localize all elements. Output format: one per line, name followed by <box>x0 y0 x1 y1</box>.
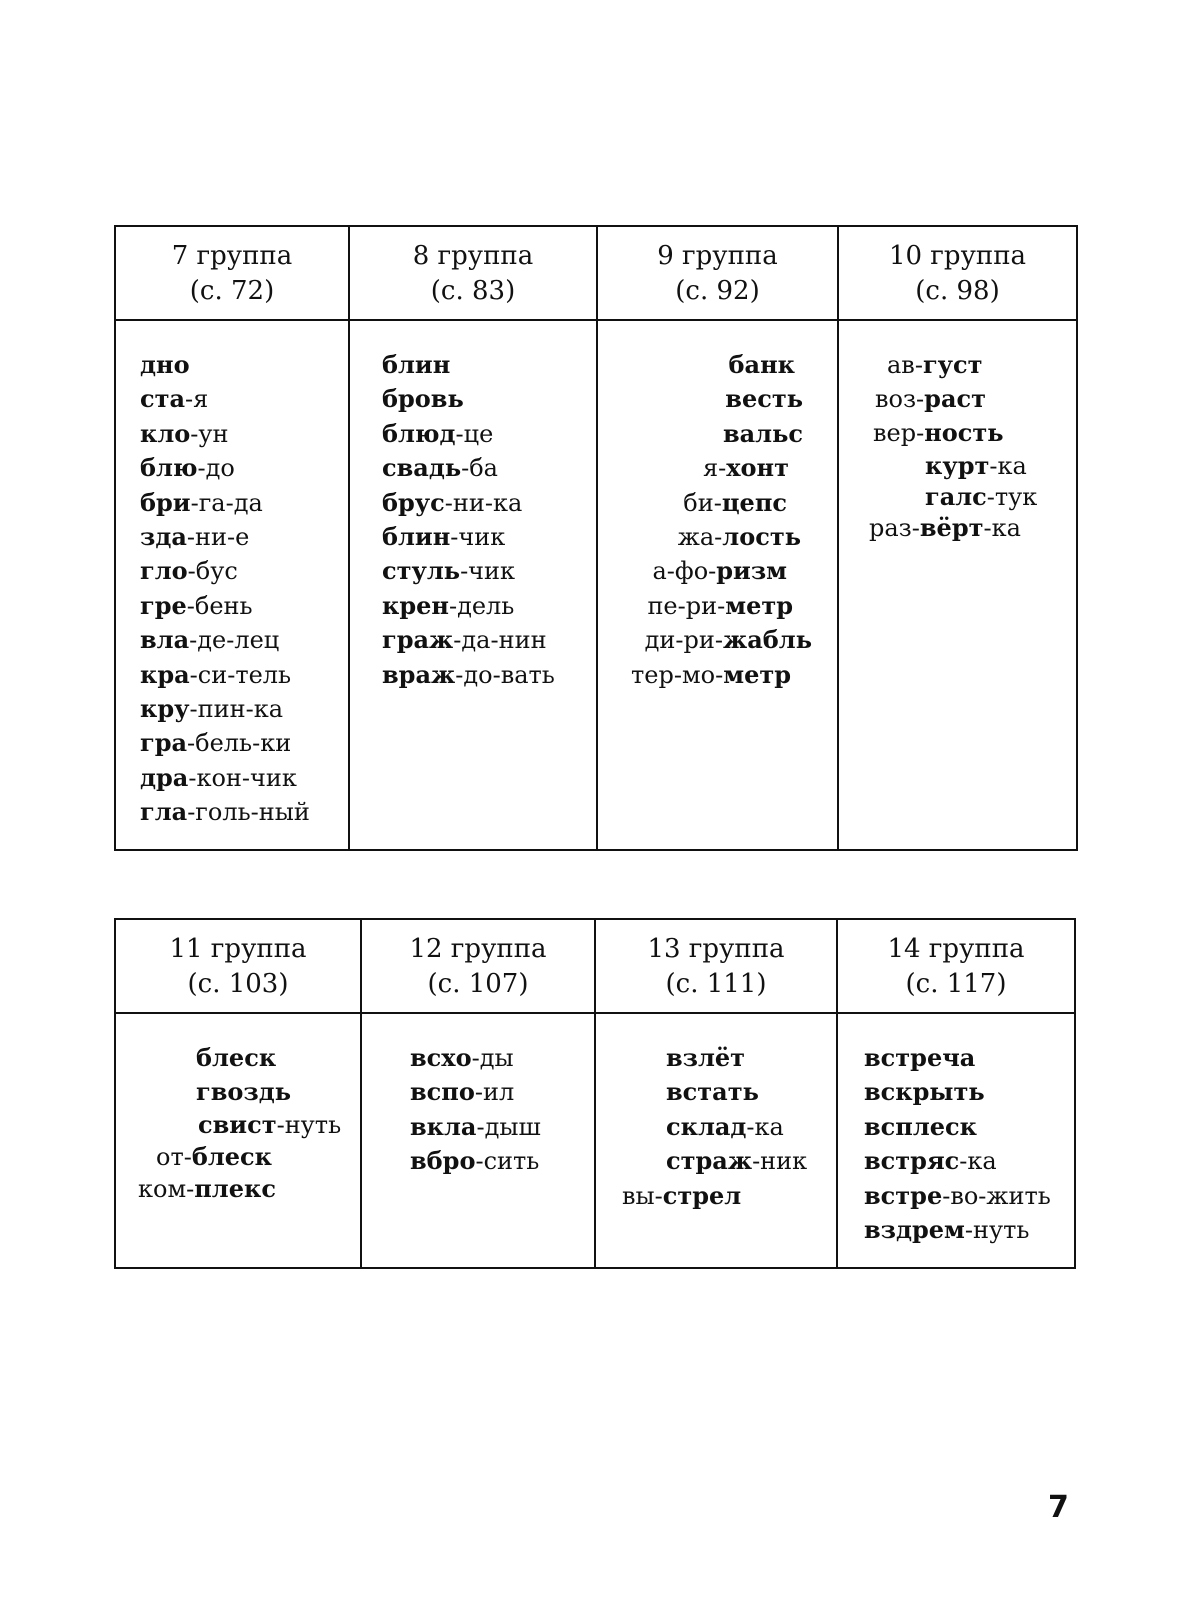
word-part: ав- <box>887 351 923 379</box>
word-item <box>410 1043 514 1073</box>
groups-table-1 <box>114 225 1078 851</box>
group-page: (с. 98) <box>915 276 1000 306</box>
word-part: от- <box>156 1143 192 1171</box>
word-part: а-фо- <box>652 557 717 586</box>
word-item <box>140 453 235 483</box>
word-root-bold: блеск <box>191 1142 272 1171</box>
word-root-bold: взлёт <box>666 1043 746 1072</box>
word-part: жа- <box>677 523 723 551</box>
word-item <box>382 488 522 518</box>
group-title: 14 группа <box>887 934 1025 964</box>
word-part: -дель <box>448 591 515 620</box>
group-page: (с. 92) <box>675 276 760 306</box>
word-part: -ка <box>989 452 1027 480</box>
word-part: -нуть <box>276 1111 342 1139</box>
group-page: (с. 107) <box>427 969 529 999</box>
word-part: -пин-ка <box>189 695 283 723</box>
group-header-14 <box>837 919 1075 1013</box>
word-item <box>875 384 986 414</box>
word-root-bold: кру <box>140 694 190 723</box>
word-root-bold: страж <box>666 1146 753 1176</box>
word-item <box>140 384 208 414</box>
word-item <box>864 1077 985 1107</box>
word-part: вы- <box>622 1181 663 1210</box>
group-title: 8 группа <box>412 241 534 271</box>
word-part: -голь-ный <box>187 798 310 827</box>
group-header-12 <box>361 919 595 1013</box>
group-header-13 <box>595 919 837 1013</box>
word-root-bold: кра <box>140 659 190 689</box>
word-root-bold: бровь <box>382 384 464 414</box>
word-root-bold: встре <box>864 1180 943 1210</box>
word-item <box>864 1043 975 1073</box>
word-part: -до-вать <box>455 660 555 689</box>
word-item <box>198 1110 341 1140</box>
word-part: -це <box>455 419 494 448</box>
word-part: -ник <box>752 1147 808 1176</box>
word-part: ком- <box>138 1175 195 1203</box>
word-item <box>864 1215 1029 1245</box>
word-item <box>645 625 812 655</box>
group-page: (с. 103) <box>187 969 289 999</box>
word-root-bold: брус <box>382 487 445 517</box>
word-root-bold: всплеск <box>864 1111 977 1141</box>
word-root-bold: банк <box>728 350 795 379</box>
word-root-bold: зда <box>140 522 187 551</box>
word-item <box>140 488 263 518</box>
group-title: 10 группа <box>888 241 1027 271</box>
word-item <box>138 1174 276 1204</box>
word-item <box>140 797 310 827</box>
word-root-bold: крен <box>382 590 449 620</box>
word-root-bold: свадь <box>382 453 462 483</box>
group-page: (с. 72) <box>189 276 275 306</box>
word-item <box>729 350 795 380</box>
word-item <box>140 728 291 758</box>
word-part: -ун <box>190 419 229 448</box>
word-part: ди-ри- <box>644 626 723 655</box>
word-item <box>382 556 515 586</box>
word-part: я- <box>702 454 727 483</box>
word-root-bold: вспо <box>410 1077 475 1107</box>
group-header-11 <box>115 919 361 1013</box>
word-root-bold: гло <box>140 556 188 586</box>
word-root-bold: жабль <box>722 625 812 655</box>
word-item <box>382 591 514 621</box>
word-item <box>723 419 803 449</box>
word-part: -чик <box>460 557 516 586</box>
word-item <box>140 522 249 552</box>
word-part: -да-нин <box>453 626 547 655</box>
word-part: -до <box>197 454 235 483</box>
word-root-bold: густ <box>922 350 983 379</box>
word-part: би- <box>683 488 722 517</box>
group-title: 11 группа <box>169 934 307 964</box>
word-item <box>864 1146 997 1176</box>
word-part: -бус <box>187 557 238 586</box>
word-root-bold: вла <box>140 625 190 655</box>
word-root-bold: ризм <box>716 556 787 586</box>
group-header-9 <box>597 226 838 320</box>
group-header-7 <box>115 226 349 320</box>
word-item <box>666 1112 784 1142</box>
word-root-bold: бри <box>140 487 191 517</box>
word-root-bold: плекс <box>194 1174 276 1203</box>
word-item <box>140 350 190 380</box>
group-page: (с. 117) <box>905 969 1007 999</box>
word-item <box>864 1112 977 1142</box>
word-item <box>382 350 450 380</box>
word-part: тер-мо- <box>631 660 724 689</box>
word-item <box>382 384 464 414</box>
word-part: -ды <box>471 1044 514 1072</box>
word-part: -ни-е <box>186 523 250 551</box>
word-item <box>196 1043 276 1073</box>
word-item <box>382 453 498 483</box>
word-item <box>887 350 983 380</box>
word-item <box>382 625 547 655</box>
word-root-bold: блю <box>140 453 198 483</box>
word-part: -ни-ка <box>444 488 523 517</box>
word-item <box>622 1181 741 1211</box>
word-root-bold: метр <box>723 659 791 689</box>
word-part: -ка <box>746 1112 784 1141</box>
group-title: 9 группа <box>657 241 778 271</box>
word-part: воз- <box>875 385 925 413</box>
word-root-bold: гвоздь <box>196 1077 291 1106</box>
word-item <box>683 488 787 518</box>
word-root-bold: гре <box>140 590 187 620</box>
word-root-bold: встряс <box>864 1146 960 1176</box>
word-root-bold: кло <box>140 418 191 448</box>
word-root-bold: вёрт <box>919 513 984 542</box>
group-title: 13 группа <box>647 934 785 964</box>
word-item <box>140 625 279 655</box>
word-root-bold: метр <box>725 590 793 620</box>
word-root-bold: блин <box>382 522 451 551</box>
group-title: 12 группа <box>409 934 547 964</box>
group-page: (с. 111) <box>665 969 767 999</box>
word-part: пе-ри- <box>647 591 726 620</box>
word-item <box>382 660 555 690</box>
word-item <box>140 556 238 586</box>
word-item <box>925 482 1037 512</box>
word-root-bold: блин <box>382 350 451 379</box>
word-part: -ка <box>959 1147 997 1176</box>
word-root-bold: склад <box>666 1111 747 1141</box>
word-item <box>140 694 283 724</box>
word-root-bold: стуль <box>382 556 461 586</box>
word-item <box>725 384 803 414</box>
word-item <box>666 1146 807 1176</box>
word-part: -ба <box>461 454 498 483</box>
word-root-bold: гла <box>140 797 188 827</box>
word-part: -дыш <box>476 1112 541 1141</box>
word-part: -сить <box>475 1147 540 1176</box>
word-root-bold: вальс <box>722 418 803 448</box>
word-root-bold: цепс <box>721 487 787 517</box>
word-part: -бель-ки <box>187 729 292 758</box>
word-item <box>410 1077 514 1107</box>
word-root-bold: встреча <box>864 1043 976 1072</box>
word-part: -ка <box>983 514 1021 542</box>
word-item <box>647 591 793 621</box>
words-row <box>115 1013 1075 1268</box>
word-item <box>666 1043 745 1073</box>
word-item <box>140 660 291 690</box>
header-row <box>115 919 1075 1013</box>
word-item <box>678 522 801 552</box>
words-row <box>115 320 1077 850</box>
word-part: -во-жить <box>942 1181 1051 1210</box>
word-part: -де-лец <box>189 626 280 655</box>
word-item <box>873 418 1004 448</box>
word-root-bold: гра <box>140 728 188 758</box>
word-item <box>140 419 229 449</box>
word-root-bold: ность <box>924 418 1004 447</box>
word-root-bold: свист <box>198 1110 277 1139</box>
word-item <box>631 660 791 690</box>
word-root-bold: граж <box>382 625 454 655</box>
word-root-bold: вкла <box>410 1111 477 1141</box>
word-item <box>864 1181 1051 1211</box>
header-row <box>115 226 1077 320</box>
word-root-bold: курт <box>925 451 990 480</box>
word-part: раз- <box>869 514 920 542</box>
word-root-bold: встать <box>666 1077 759 1107</box>
word-item <box>410 1112 541 1142</box>
word-part: -нуть <box>964 1216 1030 1244</box>
word-part: -га-да <box>190 488 263 517</box>
page-number: 7 <box>1048 1490 1069 1525</box>
word-root-bold: лость <box>722 522 801 551</box>
word-root-bold: дно <box>140 350 190 379</box>
word-root-bold: галс <box>925 482 987 511</box>
word-root-bold: блюд <box>382 418 456 448</box>
word-item <box>869 513 1021 543</box>
word-root-bold: всхо <box>410 1043 472 1072</box>
word-item <box>652 556 787 586</box>
word-root-bold: враж <box>382 659 456 689</box>
word-root-bold: блеск <box>196 1043 277 1072</box>
word-root-bold: весть <box>725 384 803 414</box>
groups-table-2 <box>114 918 1076 1269</box>
word-item <box>196 1077 291 1107</box>
group-header-8 <box>349 226 597 320</box>
word-item <box>156 1142 272 1172</box>
word-root-bold: стрел <box>662 1180 742 1210</box>
group-page: (с. 83) <box>430 276 516 306</box>
word-item <box>666 1077 759 1107</box>
word-item <box>410 1146 539 1176</box>
word-root-bold: вбро <box>410 1146 476 1176</box>
word-part: -чик <box>450 523 506 551</box>
word-item <box>925 451 1027 481</box>
word-root-bold: ста <box>140 384 186 414</box>
word-part: -я <box>185 385 209 414</box>
word-part: -тук <box>986 483 1038 511</box>
word-root-bold: вздрем <box>864 1215 965 1244</box>
group-header-10 <box>838 226 1077 320</box>
word-item <box>140 591 253 621</box>
word-item <box>703 453 789 483</box>
word-part: вер- <box>873 419 925 447</box>
word-item <box>140 763 297 793</box>
word-root-bold: дра <box>140 762 189 792</box>
word-part: -бень <box>186 591 253 620</box>
word-part: -кон-чик <box>188 763 297 792</box>
word-part: -ил <box>474 1078 515 1107</box>
word-part: -си-тель <box>189 660 292 689</box>
word-item <box>382 419 493 449</box>
word-item <box>382 522 505 552</box>
group-title: 7 группа <box>171 241 293 271</box>
word-root-bold: раст <box>924 384 986 413</box>
word-root-bold: вскрыть <box>864 1077 985 1107</box>
word-root-bold: хонт <box>726 453 789 483</box>
